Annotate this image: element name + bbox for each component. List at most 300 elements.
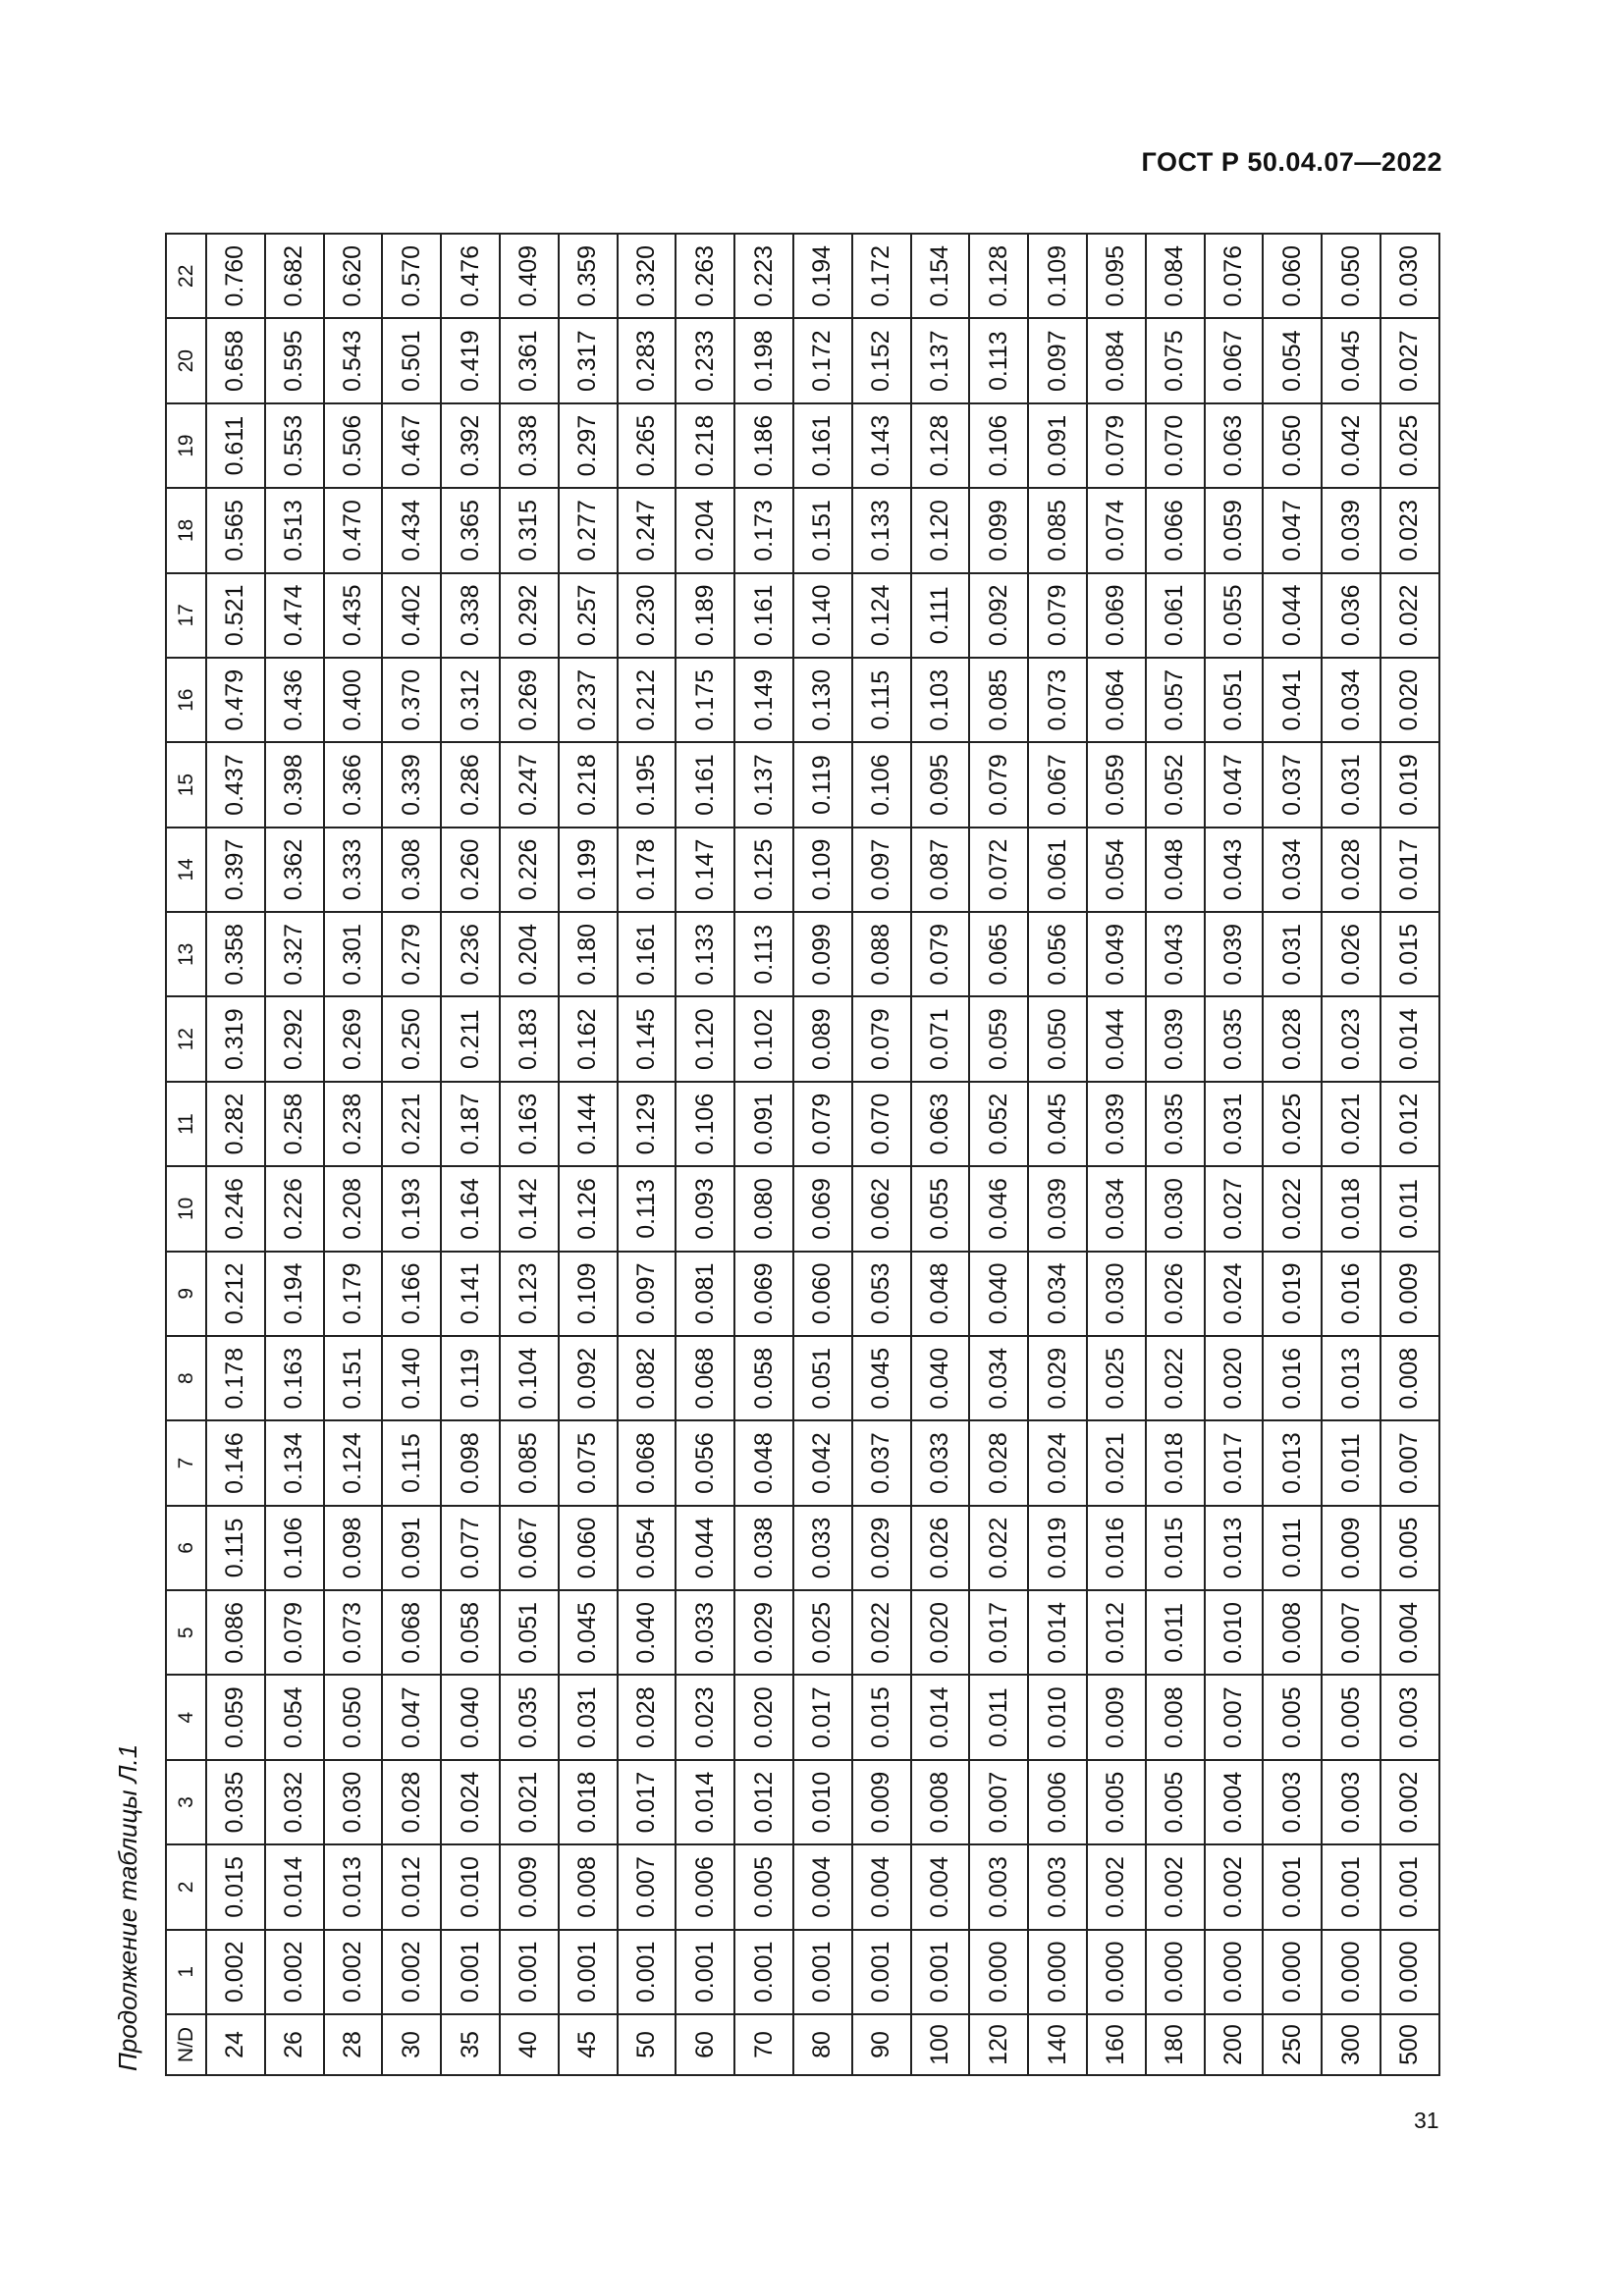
table-cell: 0.027 (1205, 1166, 1264, 1251)
table-cell: 0.067 (500, 1506, 559, 1590)
table-cell: 0.208 (324, 1166, 383, 1251)
table-cell: 0.020 (1380, 658, 1439, 742)
table-cell: 0.312 (441, 658, 500, 742)
table-cell: 0.292 (265, 997, 324, 1082)
table-cell: 0.029 (1028, 1336, 1087, 1420)
table-cell: 0.059 (969, 997, 1028, 1082)
table-row (206, 234, 265, 2075)
table-cell: 0.002 (1087, 1844, 1146, 1929)
table-cell: 0.002 (206, 1930, 265, 2014)
table-cell: 0.001 (676, 1930, 734, 2014)
table-cell: 0.129 (618, 1082, 677, 1166)
table-row (1028, 234, 1087, 2075)
table-cell: 0.124 (852, 573, 911, 658)
table-cell: 0.397 (206, 828, 265, 912)
table-cell: 0.258 (265, 1082, 324, 1166)
table-cell: 0.145 (618, 997, 677, 1082)
table-cell: 0.040 (618, 1590, 677, 1675)
page-number: 31 (1414, 2108, 1439, 2133)
table-cell: 0.022 (1263, 1166, 1322, 1251)
table-cell: 0.051 (793, 1336, 852, 1420)
table-cell: 0.067 (1205, 319, 1264, 403)
table-cell: 0.098 (324, 1506, 383, 1590)
table-cell: 0.035 (1205, 997, 1264, 1082)
table-cell: 0.004 (1205, 1760, 1264, 1844)
table-cell: 0.012 (382, 1844, 441, 1929)
table-cell: 0.007 (1322, 1590, 1380, 1675)
table-cell: 0.053 (852, 1252, 911, 1336)
table-cell: 0.014 (676, 1760, 734, 1844)
table-cell: 0.011 (1380, 1166, 1439, 1251)
table-cell: 0.030 (1146, 1166, 1205, 1251)
row-label-cell: 160 (1087, 2014, 1146, 2075)
column-header: 2 (166, 1844, 206, 1929)
table-cell: 0.204 (676, 488, 734, 572)
table-cell: 0.226 (500, 828, 559, 912)
table-cell: 0.052 (1146, 742, 1205, 827)
table-cell: 0.023 (1322, 997, 1380, 1082)
table-cell: 0.087 (911, 828, 970, 912)
table-cell: 0.126 (559, 1166, 618, 1251)
table-cell: 0.151 (793, 488, 852, 572)
table-cell: 0.008 (1146, 1676, 1205, 1760)
table-cell: 0.071 (911, 997, 970, 1082)
table-cell: 0.102 (734, 997, 793, 1082)
table-cell: 0.044 (676, 1506, 734, 1590)
table-cell: 0.011 (1146, 1590, 1205, 1675)
table-cell: 0.026 (911, 1506, 970, 1590)
table-cell: 0.073 (1028, 658, 1087, 742)
table-cell: 0.082 (618, 1336, 677, 1420)
table-cell: 0.061 (1028, 828, 1087, 912)
table-cell: 0.001 (734, 1930, 793, 2014)
table-cell: 0.409 (500, 234, 559, 319)
table-cell: 0.260 (441, 828, 500, 912)
table-cell: 0.019 (1380, 742, 1439, 827)
table-cell: 0.001 (1380, 1844, 1439, 1929)
table-cell: 0.097 (852, 828, 911, 912)
table-cell: 0.144 (559, 1082, 618, 1166)
table-cell: 0.017 (1380, 828, 1439, 912)
column-header: 17 (166, 573, 206, 658)
table-cell: 0.128 (969, 234, 1028, 319)
table-cell: 0.151 (324, 1336, 383, 1420)
table-cell: 0.092 (969, 573, 1028, 658)
document-header: ГОСТ Р 50.04.07—2022 (1141, 147, 1442, 177)
table-cell: 0.161 (734, 573, 793, 658)
table-cell: 0.039 (1028, 1166, 1087, 1251)
table-cell: 0.246 (206, 1166, 265, 1251)
table-row (265, 234, 324, 2075)
table-cell: 0.045 (559, 1590, 618, 1675)
table-cell: 0.057 (1146, 658, 1205, 742)
table-cell: 0.028 (1263, 997, 1322, 1082)
table-cell: 0.012 (1380, 1082, 1439, 1166)
table-cell: 0.000 (1263, 1930, 1322, 2014)
table-cell: 0.028 (382, 1760, 441, 1844)
table-cell: 0.247 (618, 488, 677, 572)
table-cell: 0.030 (1087, 1252, 1146, 1336)
table-cell: 0.070 (852, 1082, 911, 1166)
table-cell: 0.152 (852, 319, 911, 403)
table-cell: 0.018 (1322, 1166, 1380, 1251)
table-cell: 0.034 (1087, 1166, 1146, 1251)
row-label-cell: 250 (1263, 2014, 1322, 2075)
table-cell: 0.089 (793, 997, 852, 1082)
table-cell: 0.091 (382, 1506, 441, 1590)
table-cell: 0.161 (793, 403, 852, 488)
row-label-cell: 200 (1205, 2014, 1264, 2075)
table-row (1146, 234, 1205, 2075)
table-cell: 0.079 (793, 1082, 852, 1166)
row-label-cell: 100 (911, 2014, 970, 2075)
table-cell: 0.193 (382, 1166, 441, 1251)
table-cell: 0.068 (676, 1336, 734, 1420)
table-cell: 0.055 (911, 1166, 970, 1251)
table-cell: 0.054 (1087, 828, 1146, 912)
table-cell: 0.013 (1263, 1420, 1322, 1505)
table-cell: 0.052 (969, 1082, 1028, 1166)
row-label-cell: 120 (969, 2014, 1028, 2075)
table-cell: 0.000 (1380, 1930, 1439, 2014)
table-cell: 0.040 (969, 1252, 1028, 1336)
table-cell: 0.142 (500, 1166, 559, 1251)
table-cell: 0.106 (852, 742, 911, 827)
table-cell: 0.047 (1263, 488, 1322, 572)
table-cell: 0.221 (382, 1082, 441, 1166)
table-cell: 0.060 (793, 1252, 852, 1336)
table-cell: 0.172 (852, 234, 911, 319)
table-cell: 0.223 (734, 234, 793, 319)
table-cell: 0.015 (1146, 1506, 1205, 1590)
table-cell: 0.119 (793, 742, 852, 827)
table-cell: 0.046 (969, 1166, 1028, 1251)
table-cell: 0.565 (206, 488, 265, 572)
table-cell: 0.042 (793, 1420, 852, 1505)
table-cell: 0.115 (382, 1420, 441, 1505)
column-header: 20 (166, 319, 206, 403)
table-cell: 0.033 (676, 1590, 734, 1675)
table-cell: 0.172 (793, 319, 852, 403)
table-cell: 0.075 (1146, 319, 1205, 403)
table-cell: 0.163 (500, 1082, 559, 1166)
table-cell: 0.111 (911, 573, 970, 658)
table-cell: 0.029 (852, 1506, 911, 1590)
table-cell: 0.005 (1146, 1760, 1205, 1844)
table-cell: 0.032 (265, 1760, 324, 1844)
table-cell: 0.327 (265, 912, 324, 996)
table-cell: 0.050 (1322, 234, 1380, 319)
table-cell: 0.048 (1146, 828, 1205, 912)
table-caption: Продолжение таблицы Л.1 (113, 1743, 142, 2071)
table-cell: 0.134 (265, 1420, 324, 1505)
table-cell: 0.024 (1205, 1252, 1264, 1336)
table-cell: 0.097 (618, 1252, 677, 1336)
table-row (324, 234, 383, 2075)
table-cell: 0.048 (734, 1420, 793, 1505)
table-cell: 0.194 (265, 1252, 324, 1336)
table-cell: 0.000 (1028, 1930, 1087, 2014)
table-cell: 0.039 (1087, 1082, 1146, 1166)
table-cell: 0.236 (441, 912, 500, 996)
table-cell: 0.194 (793, 234, 852, 319)
table-cell: 0.099 (793, 912, 852, 996)
table-cell: 0.080 (734, 1166, 793, 1251)
row-label-cell: 28 (324, 2014, 383, 2075)
table-cell: 0.027 (1380, 319, 1439, 403)
table-cell: 0.011 (969, 1676, 1028, 1760)
table-cell: 0.124 (324, 1420, 383, 1505)
table-cell: 0.040 (441, 1676, 500, 1760)
table-cell: 0.005 (1380, 1506, 1439, 1590)
table-cell: 0.025 (1263, 1082, 1322, 1166)
table-cell: 0.007 (969, 1760, 1028, 1844)
table-cell: 0.128 (911, 403, 970, 488)
table-cell: 0.014 (911, 1676, 970, 1760)
table-cell: 0.007 (1205, 1676, 1264, 1760)
table-cell: 0.001 (911, 1930, 970, 2014)
table-cell: 0.008 (1263, 1590, 1322, 1675)
table-cell: 0.137 (911, 319, 970, 403)
column-header: 1 (166, 1930, 206, 2014)
table-cell: 0.091 (734, 1082, 793, 1166)
table-cell: 0.005 (1263, 1676, 1322, 1760)
table-cell: 0.030 (324, 1760, 383, 1844)
table-cell: 0.002 (1380, 1760, 1439, 1844)
table-cell: 0.109 (1028, 234, 1087, 319)
table-row (382, 234, 441, 2075)
table-cell: 0.041 (1263, 658, 1322, 742)
table-cell: 0.319 (206, 997, 265, 1082)
table-cell: 0.269 (324, 997, 383, 1082)
table-cell: 0.178 (618, 828, 677, 912)
table-cell: 0.028 (969, 1420, 1028, 1505)
row-label-cell: 90 (852, 2014, 911, 2075)
table-cell: 0.045 (1322, 319, 1380, 403)
table-cell: 0.001 (793, 1930, 852, 2014)
table-cell: 0.069 (734, 1252, 793, 1336)
table-cell: 0.212 (618, 658, 677, 742)
table-cell: 0.338 (441, 573, 500, 658)
column-header: 5 (166, 1590, 206, 1675)
table-row (1205, 234, 1264, 2075)
table-cell: 0.257 (559, 573, 618, 658)
table-cell: 0.003 (1380, 1676, 1439, 1760)
table-cell: 0.054 (265, 1676, 324, 1760)
table-cell: 0.154 (911, 234, 970, 319)
data-table (165, 233, 1440, 2076)
row-label-cell: 70 (734, 2014, 793, 2075)
table-cell: 0.022 (852, 1590, 911, 1675)
table-cell: 0.017 (618, 1760, 677, 1844)
column-header: 22 (166, 234, 206, 319)
table-cell: 0.760 (206, 234, 265, 319)
table-cell: 0.062 (852, 1166, 911, 1251)
table-cell: 0.013 (324, 1844, 383, 1929)
table-cell: 0.000 (1087, 1930, 1146, 2014)
column-header: 6 (166, 1506, 206, 1590)
table-cell: 0.023 (1380, 488, 1439, 572)
table-cell: 0.034 (969, 1336, 1028, 1420)
table-row (1322, 234, 1380, 2075)
table-cell: 0.109 (559, 1252, 618, 1336)
table-cell: 0.043 (1205, 828, 1264, 912)
table-cell: 0.230 (618, 573, 677, 658)
table-cell: 0.044 (1263, 573, 1322, 658)
table-cell: 0.226 (265, 1166, 324, 1251)
table-cell: 0.079 (1028, 573, 1087, 658)
header-row (166, 234, 206, 2075)
row-label-cell: 40 (500, 2014, 559, 2075)
table-cell: 0.247 (500, 742, 559, 827)
table-body (206, 234, 1439, 2075)
row-label-cell: 60 (676, 2014, 734, 2075)
table-cell: 0.366 (324, 742, 383, 827)
table-cell: 0.543 (324, 319, 383, 403)
table-cell: 0.001 (1263, 1844, 1322, 1929)
column-header-nd: N/D (166, 2014, 206, 2075)
table-cell: 0.003 (969, 1844, 1028, 1929)
table-cell: 0.021 (500, 1760, 559, 1844)
table-cell: 0.029 (734, 1590, 793, 1675)
table-cell: 0.040 (911, 1336, 970, 1420)
table-cell: 0.162 (559, 997, 618, 1082)
table-cell: 0.109 (793, 828, 852, 912)
table-cell: 0.436 (265, 658, 324, 742)
table-cell: 0.392 (441, 403, 500, 488)
table-cell: 0.570 (382, 234, 441, 319)
row-label-cell: 35 (441, 2014, 500, 2075)
table-cell: 0.099 (969, 488, 1028, 572)
table-cell: 0.009 (1380, 1252, 1439, 1336)
table-cell: 0.008 (1380, 1336, 1439, 1420)
table-cell: 0.006 (1028, 1760, 1087, 1844)
table-cell: 0.068 (382, 1590, 441, 1675)
table-cell: 0.017 (793, 1676, 852, 1760)
column-header: 19 (166, 403, 206, 488)
table-cell: 0.079 (911, 912, 970, 996)
table-cell: 0.079 (852, 997, 911, 1082)
table-cell: 0.064 (1087, 658, 1146, 742)
table-cell: 0.137 (734, 742, 793, 827)
table-cell: 0.014 (1380, 997, 1439, 1082)
table-row (911, 234, 970, 2075)
table-cell: 0.079 (969, 742, 1028, 827)
table-cell: 0.682 (265, 234, 324, 319)
table-cell: 0.054 (618, 1506, 677, 1590)
table-cell: 0.058 (734, 1336, 793, 1420)
table-cell: 0.014 (1028, 1590, 1087, 1675)
table-cell: 0.051 (500, 1590, 559, 1675)
table-cell: 0.104 (500, 1336, 559, 1420)
table-row (734, 234, 793, 2075)
table-cell: 0.003 (1322, 1760, 1380, 1844)
table-cell: 0.063 (911, 1082, 970, 1166)
rotated-table-wrapper (165, 233, 1440, 2076)
table-cell: 0.018 (1146, 1420, 1205, 1505)
table-cell: 0.067 (1028, 742, 1087, 827)
table-cell: 0.320 (618, 234, 677, 319)
table-cell: 0.017 (969, 1590, 1028, 1675)
table-cell: 0.079 (265, 1590, 324, 1675)
table-cell: 0.362 (265, 828, 324, 912)
column-header: 9 (166, 1252, 206, 1336)
table-cell: 0.006 (676, 1844, 734, 1929)
table-cell: 0.173 (734, 488, 793, 572)
table-cell: 0.050 (1263, 403, 1322, 488)
table-cell: 0.198 (734, 319, 793, 403)
table-cell: 0.035 (500, 1676, 559, 1760)
table-cell: 0.297 (559, 403, 618, 488)
table-cell: 0.010 (441, 1844, 500, 1929)
table-cell: 0.043 (1146, 912, 1205, 996)
table-cell: 0.009 (1087, 1676, 1146, 1760)
table-cell: 0.038 (734, 1506, 793, 1590)
table-cell: 0.333 (324, 828, 383, 912)
table-cell: 0.039 (1146, 997, 1205, 1082)
table-cell: 0.015 (1380, 912, 1439, 996)
row-label-cell: 50 (618, 2014, 677, 2075)
table-cell: 0.000 (1322, 1930, 1380, 2014)
column-header: 15 (166, 742, 206, 827)
table-cell: 0.098 (441, 1420, 500, 1505)
table-cell: 0.009 (852, 1760, 911, 1844)
table-cell: 0.050 (1028, 997, 1087, 1082)
table-cell: 0.238 (324, 1082, 383, 1166)
table-cell: 0.398 (265, 742, 324, 827)
table-cell: 0.025 (1380, 403, 1439, 488)
table-cell: 0.035 (1146, 1082, 1205, 1166)
table-cell: 0.178 (206, 1336, 265, 1420)
table-cell: 0.521 (206, 573, 265, 658)
table-cell: 0.059 (1087, 742, 1146, 827)
table-cell: 0.358 (206, 912, 265, 996)
table-cell: 0.028 (618, 1676, 677, 1760)
table-cell: 0.161 (618, 912, 677, 996)
row-label-cell: 30 (382, 2014, 441, 2075)
table-cell: 0.218 (676, 403, 734, 488)
table-cell: 0.034 (1263, 828, 1322, 912)
table-cell: 0.031 (559, 1676, 618, 1760)
table-cell: 0.014 (265, 1844, 324, 1929)
table-cell: 0.004 (793, 1844, 852, 1929)
table-cell: 0.085 (1028, 488, 1087, 572)
table-cell: 0.034 (1322, 658, 1380, 742)
table-cell: 0.476 (441, 234, 500, 319)
table-cell: 0.002 (382, 1930, 441, 2014)
table-cell: 0.141 (441, 1252, 500, 1336)
table-cell: 0.002 (1205, 1844, 1264, 1929)
column-header: 12 (166, 997, 206, 1082)
table-cell: 0.175 (676, 658, 734, 742)
table-cell: 0.007 (618, 1844, 677, 1929)
table-cell: 0.365 (441, 488, 500, 572)
table-row (1087, 234, 1146, 2075)
table-cell: 0.161 (676, 742, 734, 827)
table-cell: 0.093 (676, 1166, 734, 1251)
table-cell: 0.003 (1028, 1844, 1087, 1929)
table-cell: 0.081 (676, 1252, 734, 1336)
table-cell: 0.079 (1087, 403, 1146, 488)
table-cell: 0.085 (969, 658, 1028, 742)
table-cell: 0.001 (1322, 1844, 1380, 1929)
table-cell: 0.019 (1028, 1506, 1087, 1590)
table-cell: 0.047 (1205, 742, 1264, 827)
table-cell: 0.069 (1087, 573, 1146, 658)
table-cell: 0.237 (559, 658, 618, 742)
table-cell: 0.437 (206, 742, 265, 827)
table-cell: 0.620 (324, 234, 383, 319)
